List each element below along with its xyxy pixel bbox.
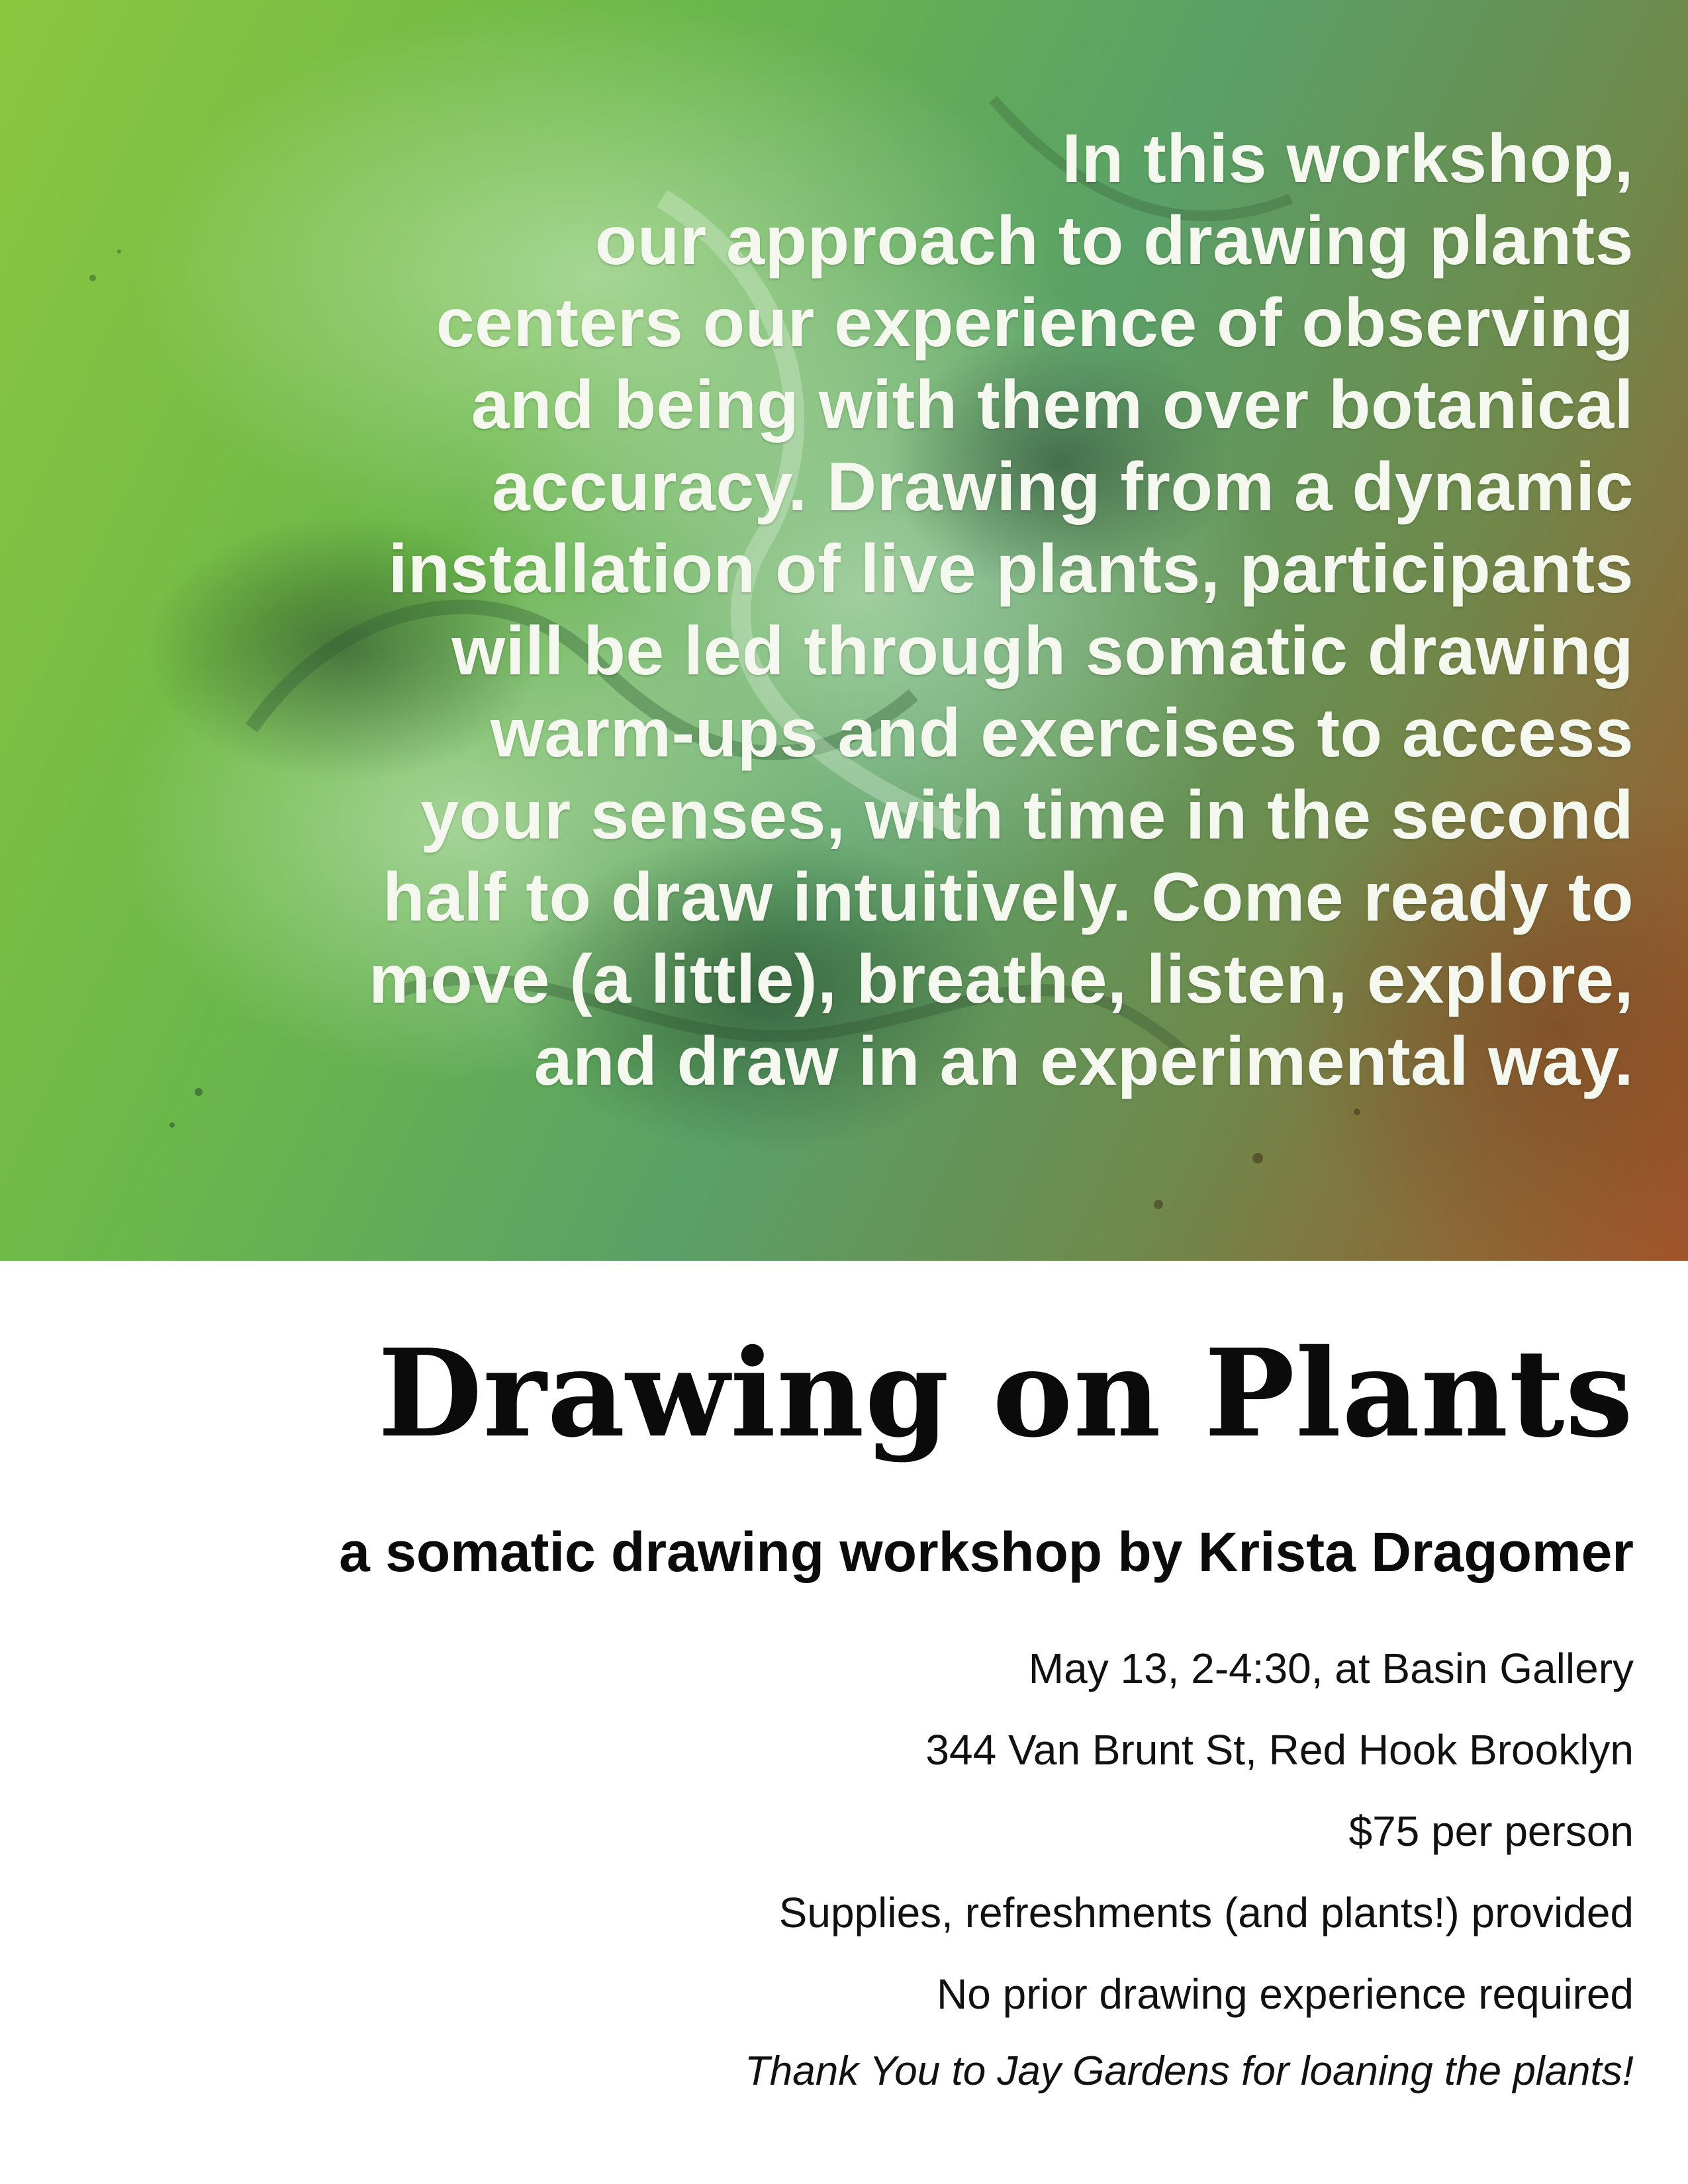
- blurb-line: warm-ups and exercises to access: [490, 695, 1634, 772]
- blurb-line: will be led through somatic drawing: [451, 613, 1634, 690]
- blurb-line: installation of live plants, participants: [388, 531, 1634, 608]
- blurb-line: accuracy. Drawing from a dynamic: [492, 449, 1634, 525]
- blurb-line: half to draw intuitively. Come ready to: [383, 859, 1634, 936]
- blurb-line: your senses, with time in the second: [420, 777, 1634, 854]
- blurb-line: move (a little), breathe, listen, explore,: [369, 941, 1634, 1018]
- event-supplies: Supplies, refreshments (and plants!) provided: [778, 1889, 1634, 1936]
- blurb-line: and draw in an experimental way.: [534, 1023, 1634, 1100]
- blurb-line: and being with them over botanical: [471, 367, 1634, 443]
- blurb-line: In this workshop,: [1062, 120, 1634, 197]
- workshop-description: [111, 118, 1634, 1103]
- subtitle: a somatic drawing workshop by Krista Dragomer: [339, 1521, 1634, 1583]
- event-date-venue: May 13, 2-4:30, at Basin Gallery: [1028, 1645, 1634, 1692]
- event-details: [177, 1628, 1634, 2035]
- blurb-line: our approach to drawing plants: [594, 203, 1634, 279]
- event-price: $75 per person: [1348, 1807, 1634, 1855]
- blurb-line: centers our experience of observing: [436, 285, 1634, 361]
- page-title: Drawing on Plants: [377, 1322, 1634, 1464]
- event-requirements: No prior drawing experience required: [937, 1970, 1634, 2018]
- acknowledgement: Thank You to Jay Gardens for loaning the plants!: [744, 2048, 1634, 2094]
- event-address: 344 Van Brunt St, Red Hook Brooklyn: [925, 1726, 1634, 1774]
